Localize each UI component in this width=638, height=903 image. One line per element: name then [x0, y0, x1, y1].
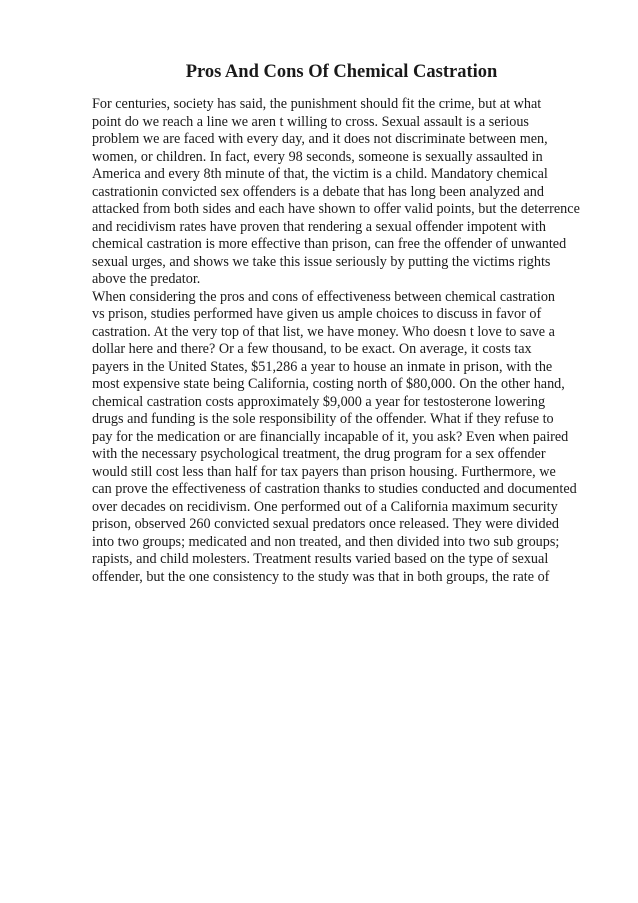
- text-line: and recidivism rates have proven that rendering a sexual offender impotent with: [92, 218, 546, 235]
- text-line: When considering the pros and cons of effectiveness between chemical castration: [92, 288, 556, 305]
- text-line: castrationin convicted sex offenders is a debate that has long been analyzed and: [92, 183, 544, 200]
- text-line: offender, but the one consistency to the study was that in both groups, the rate of: [92, 568, 550, 585]
- text-line: point do we reach a line we aren t willing to cross. Sexual assault is a serious: [92, 113, 529, 130]
- text-line: would still cost less than half for tax payers than prison housing. Furthermore, we: [92, 463, 556, 480]
- text-line: vs prison, studies performed have given us ample choices to discuss in favor of: [92, 306, 542, 322]
- text-line: into two groups; medicated and non treated, and then divided into two sub groups;: [92, 533, 560, 550]
- document-body: [92, 96, 632, 586]
- text-line: attacked from both sides and each have shown to offer valid points, but the deterrence: [92, 201, 580, 217]
- text-line: over decades on recidivism. One performed out of a California maximum security: [92, 498, 558, 515]
- text-line: chemical castration costs approximately $9,000 a year for testosterone lowering: [92, 393, 546, 410]
- text-line: For centuries, society has said, the punishment should fit the crime, but at what: [92, 96, 542, 112]
- text-line: most expensive state being California, costing north of $80,000. On the other hand,: [92, 376, 565, 392]
- text-line: payers in the United States, $51,286 a year to house an inmate in prison, with the: [92, 358, 553, 375]
- text-line: castration. At the very top of that list, we have money. Who doesn t love to save a: [92, 323, 555, 340]
- text-line: chemical castration is more effective than prison, can free the offender of unwanted: [92, 236, 567, 252]
- text-line: with the necessary psychological treatment, the drug program for a sex offender: [92, 446, 546, 462]
- text-line: drugs and funding is the sole responsibility of the offender. What if they refuse to: [92, 411, 554, 427]
- text-line: prison, observed 260 convicted sexual predators once released. They were divided: [92, 516, 559, 532]
- text-line: sexual urges, and shows we take this issue seriously by putting the victims rights: [92, 253, 551, 270]
- document-title: Pros And Cons Of Chemical Castration: [185, 62, 498, 82]
- text-line: America and every 8th minute of that, the victim is a child. Mandatory chemical: [92, 166, 548, 182]
- text-line: rapists, and child molesters. Treatment results varied based on the type of sexual: [92, 551, 549, 567]
- text-line: above the predator.: [92, 271, 201, 287]
- text-line: problem we are faced with every day, and it does not discriminate between men,: [92, 131, 548, 147]
- text-line: pay for the medication or are financially incapable of it, you ask? Even when paired: [92, 428, 569, 445]
- text-line: dollar here and there? Or a few thousand, to be exact. On average, it costs tax: [92, 341, 532, 357]
- text-line: can prove the effectiveness of castration thanks to studies conducted and documented: [92, 481, 577, 497]
- text-line: women, or children. In fact, every 98 seconds, someone is sexually assaulted in: [92, 148, 543, 165]
